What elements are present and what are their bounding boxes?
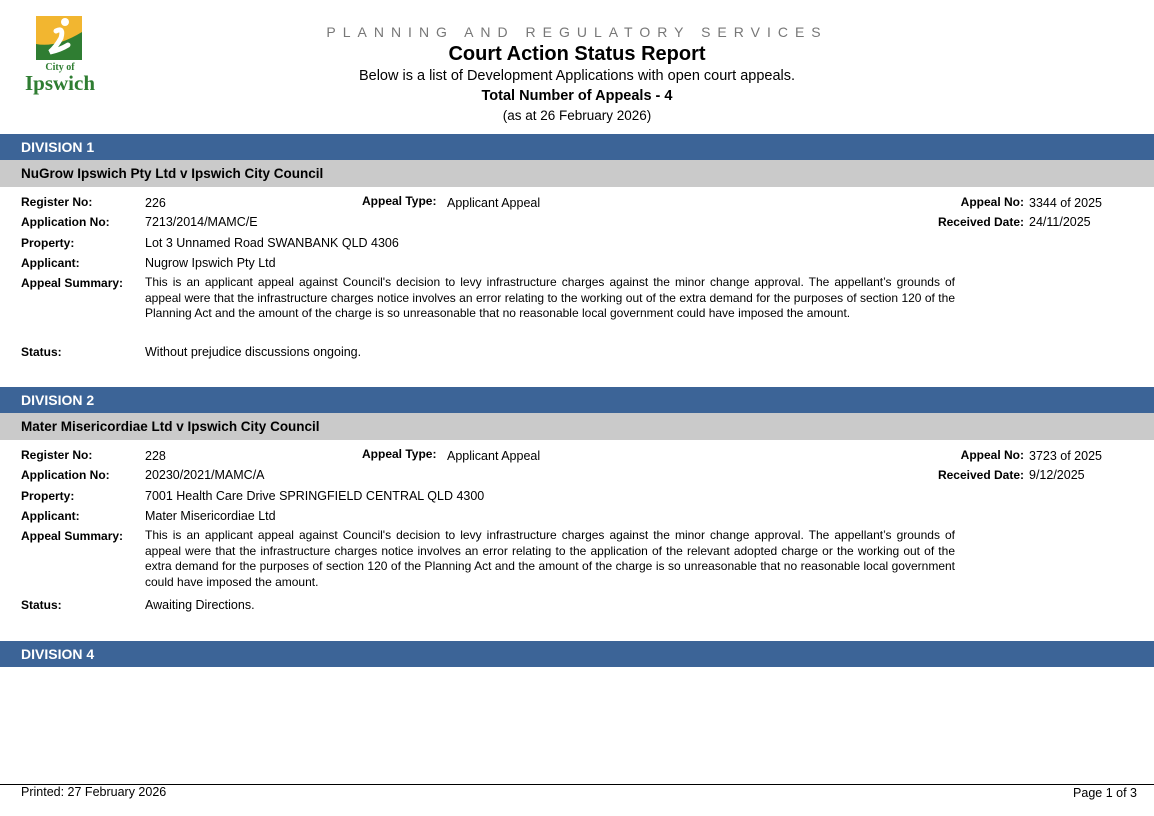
received-date-value: 24/11/2025 <box>1029 215 1091 229</box>
report-header <box>0 22 1154 125</box>
applicant-value: Mater Misericordiae Ltd <box>145 509 276 523</box>
appeal-no-value: 3723 of 2025 <box>1029 449 1102 463</box>
property-value: 7001 Health Care Drive SPRINGFIELD CENTRAL QLD 4300 <box>145 489 485 503</box>
appeal-type-value: Applicant Appeal <box>447 449 541 463</box>
status-label: Status: <box>21 598 62 612</box>
appeal-type-value: Applicant Appeal <box>447 196 541 210</box>
appeal-no-label: Appeal No: <box>960 195 1024 209</box>
received-date-label: Received Date: <box>937 215 1024 229</box>
register-no-value: 228 <box>145 449 166 463</box>
received-date-value: 9/12/2025 <box>1029 468 1085 482</box>
property-label: Property: <box>21 489 75 503</box>
appeal-summary-text: This is an applicant appeal against Council's decision to levy infrastructure charges against the minor change approval. The appellant’s grounds of appeal were that the infrastructure charges notice involves an error relating to the working out of the extra demand for the purposes of section 120 of the Planning Act and the amount of the charge is so unreasonable that no reasonable local government could have imposed the amount. <box>145 275 955 320</box>
application-no-label: Application No: <box>21 468 110 482</box>
appeal-type-label: Appeal Type: <box>362 194 437 208</box>
page-number: Page 1 of 3 <box>1073 786 1137 800</box>
division-header: DIVISION 4 <box>0 641 1154 667</box>
appeal-summary-label: Appeal Summary: <box>21 276 124 290</box>
appeal-summary-text: This is an applicant appeal against Council's decision to levy infrastructure charges against the minor change approval. The appellant’s grounds of appeal were that the infrastructure charges notice involves an error relating to the application of the relevant adopted charge or the working out of the extra demand for the purposes of section 120 of the Planning Act and the amount of the charge is so unreasonable that no reasonable local government could have imposed the amount. <box>145 528 955 589</box>
logo-text-top: City of <box>45 62 75 73</box>
total-appeals: Total Number of Appeals - 4 <box>481 88 673 104</box>
status-value: Without prejudice discussions ongoing. <box>145 345 362 359</box>
application-no-label: Application No: <box>21 215 110 229</box>
division-header: DIVISION 1 <box>0 134 1154 160</box>
appeal-summary-label: Appeal Summary: <box>21 529 124 543</box>
property-value: Lot 3 Unnamed Road SWANBANK QLD 4306 <box>145 236 399 250</box>
appeal-type-label: Appeal Type: <box>362 447 437 461</box>
register-no-label: Register No: <box>21 448 93 462</box>
received-date-label: Received Date: <box>937 468 1024 482</box>
appeal-no-label: Appeal No: <box>960 448 1024 462</box>
report-title: Court Action Status Report <box>448 43 706 65</box>
appeal-no-value: 3344 of 2025 <box>1029 196 1102 210</box>
footer-divider <box>0 784 1154 785</box>
applicant-label: Applicant: <box>21 509 80 523</box>
report-subtitle: Below is a list of Development Applications with open court appeals. <box>358 68 796 84</box>
applicant-value: Nugrow Ipswich Pty Ltd <box>145 256 276 270</box>
case-title: Mater Misericordiae Ltd v Ipswich City Council <box>0 413 1154 440</box>
property-label: Property: <box>21 236 75 250</box>
division-header: DIVISION 2 <box>0 387 1154 413</box>
as-at-date: (as at 26 February 2026) <box>502 108 652 123</box>
status-label: Status: <box>21 345 62 359</box>
application-no-value: 20230/2021/MAMC/A <box>145 468 265 482</box>
logo-text-main: Ipswich <box>24 71 96 95</box>
status-value: Awaiting Directions. <box>145 598 255 612</box>
applicant-label: Applicant: <box>21 256 80 270</box>
department-kicker: PLANNING AND REGULATORY SERVICES <box>326 24 828 40</box>
application-no-value: 7213/2014/MAMC/E <box>145 215 258 229</box>
register-no-label: Register No: <box>21 195 93 209</box>
case-title: NuGrow Ipswich Pty Ltd v Ipswich City Council <box>0 160 1154 187</box>
register-no-value: 226 <box>145 196 166 210</box>
printed-date: Printed: 27 February 2026 <box>21 785 167 799</box>
